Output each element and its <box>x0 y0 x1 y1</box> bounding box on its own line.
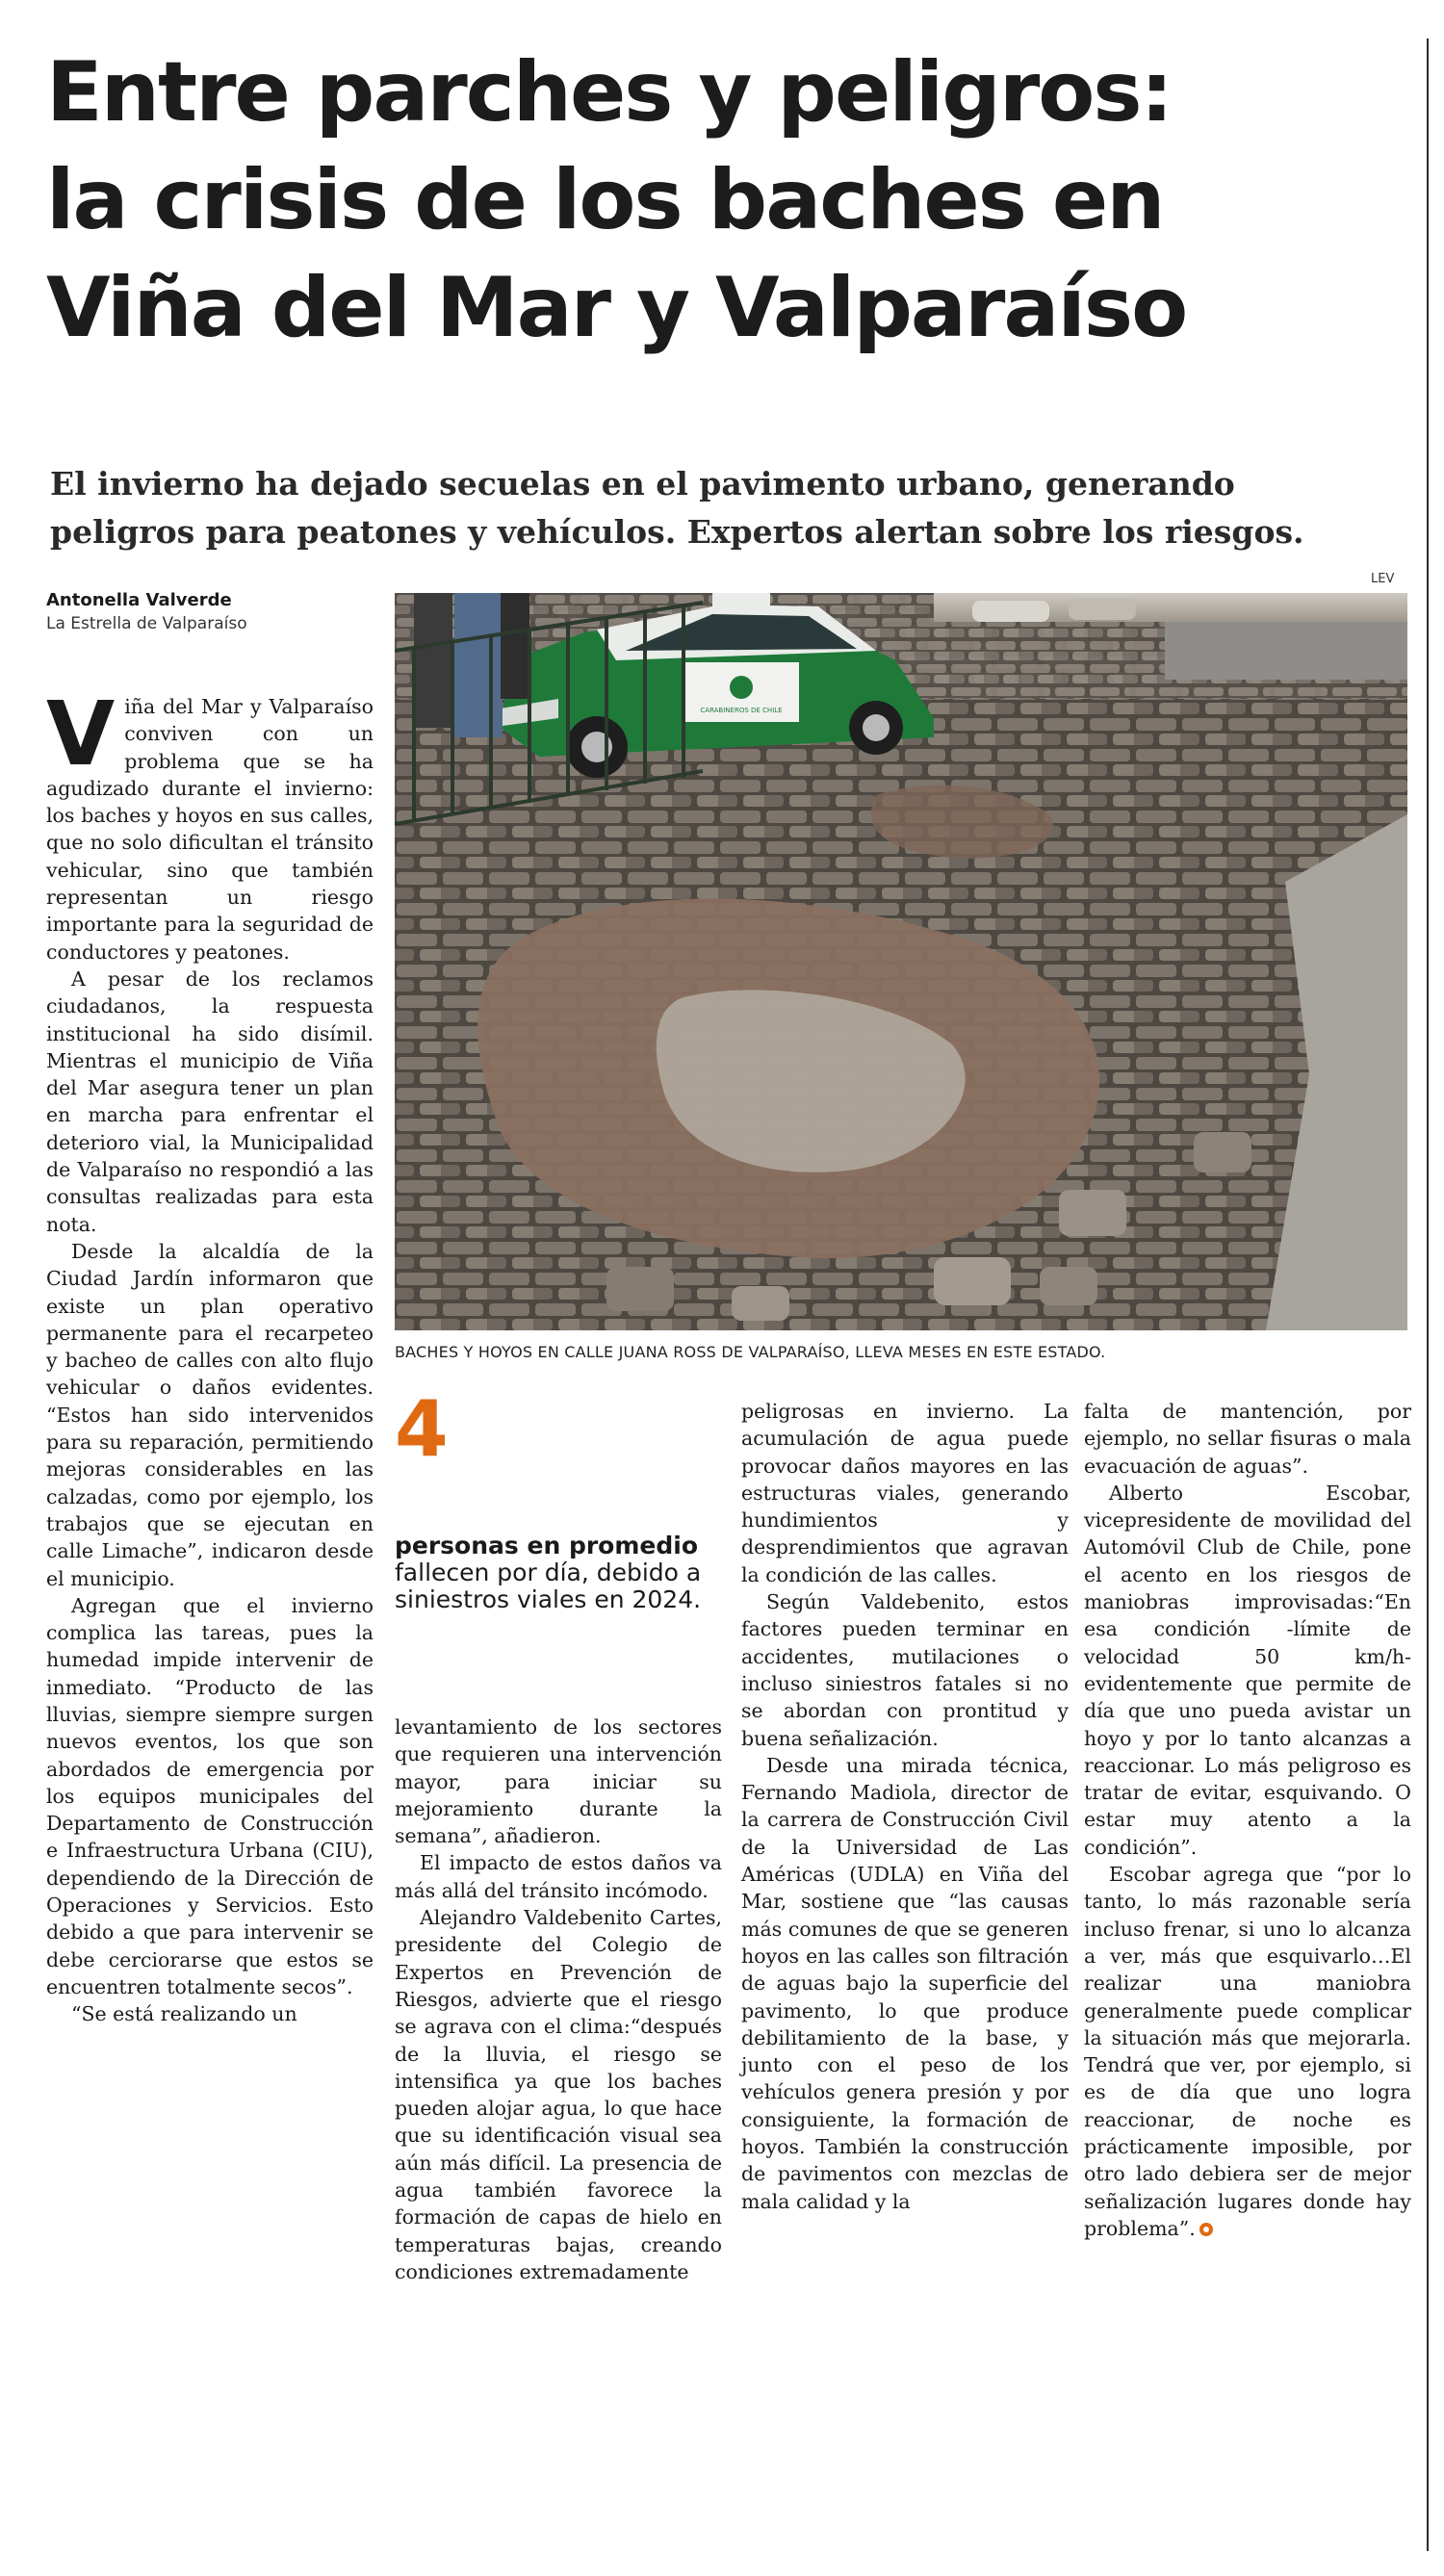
drop-cap: V <box>46 683 116 786</box>
news-photo <box>395 593 1407 1330</box>
headline-line: Viña del Mar y Valparaíso <box>46 260 1187 356</box>
paragraph: “Se está realizando un <box>71 2002 297 2026</box>
stat-description <box>395 1533 712 1613</box>
article-column-2 <box>395 1713 722 2541</box>
paragraph: falta de mantención, por ejemplo, no sellar fisuras o mala evacuación de aguas”. <box>1084 1400 1411 1478</box>
subheadline-line: peligros para peatones y vehículos. Expertos alertan sobre los riesgos. <box>50 513 1304 551</box>
car-door-text: CARABINEROS DE CHILE <box>700 707 783 714</box>
article-column-4 <box>1084 1398 1411 2541</box>
paragraph: A pesar de los reclamos ciudadanos, la respuesta institucional ha sido disímil. Mientras el municipio de Viña del Mar asegura tener un plan en marcha para enfrentar el deterioro vial, la Municipalidad de Valparaíso no respondió a las consultas realizadas para esta nota. <box>46 966 374 1236</box>
paragraph: Desde una mirada técnica, Fernando Madiola, director de la carrera de Construcción Civil de la Universidad de Las Américas (UDLA) en Viña del Mar, sostiene que “las causas más comunes de que se generen hoyos en las calles son filtración de aguas bajo la superficie del pavimento, lo que produce debilitamiento de la base, y junto con el peso de los vehículos genera presión y por consiguiente, la formación de hoyos. También la construcción de pavimentos con mezclas de mala calidad y la <box>741 1753 1069 2213</box>
paragraph: Agregan que el invierno complica las tareas, pues la humedad impide intervenir de inmediato. “Producto de las lluvias, siempre siempre surgen nuevos eventos, los que son abordados de emergencia por los equipos municipales del Departamento de Construcción e Infraestructura Urbana (CIU), dependiendo de la Dirección de Operaciones y Servicios. Esto debido a que para intervenir se debe cerciorarse que estos se encuentren totalmente secos”. <box>46 1593 374 1998</box>
street-scene-illustration <box>395 593 1407 1330</box>
paragraph-text: iña del Mar y Valparaíso conviven con un problema que se ha agudizado durante el invierno: los baches y hoyos en sus calles, que no solo dificultan el tránsito vehicular, sino que también representan un riesgo importante para la seguridad de conductores y peatones. <box>46 695 374 964</box>
asphalt-road <box>1165 622 1407 680</box>
article-column-3 <box>741 1398 1069 2541</box>
headline-line: Entre parches y peligros: <box>46 44 1172 141</box>
stat-number: 4 <box>395 1384 449 1474</box>
headline-line: la crisis de los baches en <box>46 152 1164 248</box>
stat-label: fallecen por día, debido a siniestros viales en 2024. <box>395 1558 702 1613</box>
paragraph: Desde la alcaldía de la Ciudad Jardín informaron que existe un plan operativo permanente para el recarpeteo y bacheo de calles con alto flujo vehicular o daños evidentes. “Estos han sido intervenidos para su reparación, permitiendo mejoras considerables en las calzadas, como por ejemplo, los trabajos que se ejecutan en calle Limache”, indicaron desde el municipio. <box>46 1239 374 1590</box>
paragraph <box>1084 1861 1411 2242</box>
paragraph <box>46 683 374 966</box>
end-of-article-icon <box>1199 2223 1213 2236</box>
photo-credit: LEV <box>1371 572 1395 586</box>
subheadline <box>50 460 1407 556</box>
outlet-name: La Estrella de Valparaíso <box>46 614 247 633</box>
byline <box>46 589 374 635</box>
photo-caption: BACHES Y HOYOS EN CALLE JUANA ROSS DE VALPARAÍSO, LLEVA MESES EN ESTE ESTADO. <box>395 1343 1106 1361</box>
paragraph-text: Escobar agrega que “por lo tanto, lo más razonable sería incluso frenar, si uno lo alcanza a ver, más que esquivarlo…El realizar una maniobra generalmente puede complicar la situación más que mejorarla. Tendrá que ver, por ejemplo, si es de día que uno logra reaccionar, de noche es prácticamente imposible, por otro lado debiera ser de mejor señalización lugares donde hay problema”. <box>1084 1863 1411 2240</box>
stat-label-bold: personas en promedio <box>395 1532 698 1559</box>
headline <box>46 39 1413 362</box>
paragraph: El impacto de estos daños va más allá del tránsito incómodo. <box>395 1851 722 1902</box>
paragraph: Según Valdebenito, estos factores pueden terminar en accidentes, mutilaciones o incluso siniestros fatales si no se abordan con prontitud y buena señalización. <box>741 1590 1069 1750</box>
article-column-1 <box>46 683 374 2541</box>
subheadline-line: El invierno ha dejado secuelas en el pavimento urbano, generando <box>50 465 1235 502</box>
author-name: Antonella Valverde <box>46 590 232 610</box>
paragraph: levantamiento de los sectores que requieren una intervención mayor, para iniciar su mejoramiento durante la semana”, añadieron. <box>395 1715 722 1848</box>
stat-callout <box>395 1386 712 1613</box>
column-rule <box>1427 39 1429 2551</box>
paragraph: Alberto Escobar, vicepresidente de movilidad del Automóvil Club de Chile, pone el acento en los riesgos de maniobras improvisadas:“En esa condición -límite de velocidad 50 km/h- evidentemente que permite de día que uno pueda avistar un hoyo y por lo tanto alcanzas a reaccionar. Lo más peligroso es tratar de evitar, esquivando. O estar muy atento a la condición”. <box>1084 1481 1411 1859</box>
paragraph: Alejandro Valdebenito Cartes, presidente del Colegio de Expertos en Prevención de Riesgos, advierte que el riesgo se agrava con el clima:“después de la lluvia, el riesgo se intensifica ya que los baches pueden alojar agua, lo que hace que su identificación visual sea aún más difícil. La presencia de agua también favorece la formación de capas de hielo en temperaturas bajas, creando condiciones extremadamente <box>395 1906 722 2283</box>
paragraph: peligrosas en invierno. La acumulación de agua puede provocar daños mayores en las estructuras viales, generando hundimientos y desprendimientos que agravan la condición de las calles. <box>741 1400 1069 1586</box>
